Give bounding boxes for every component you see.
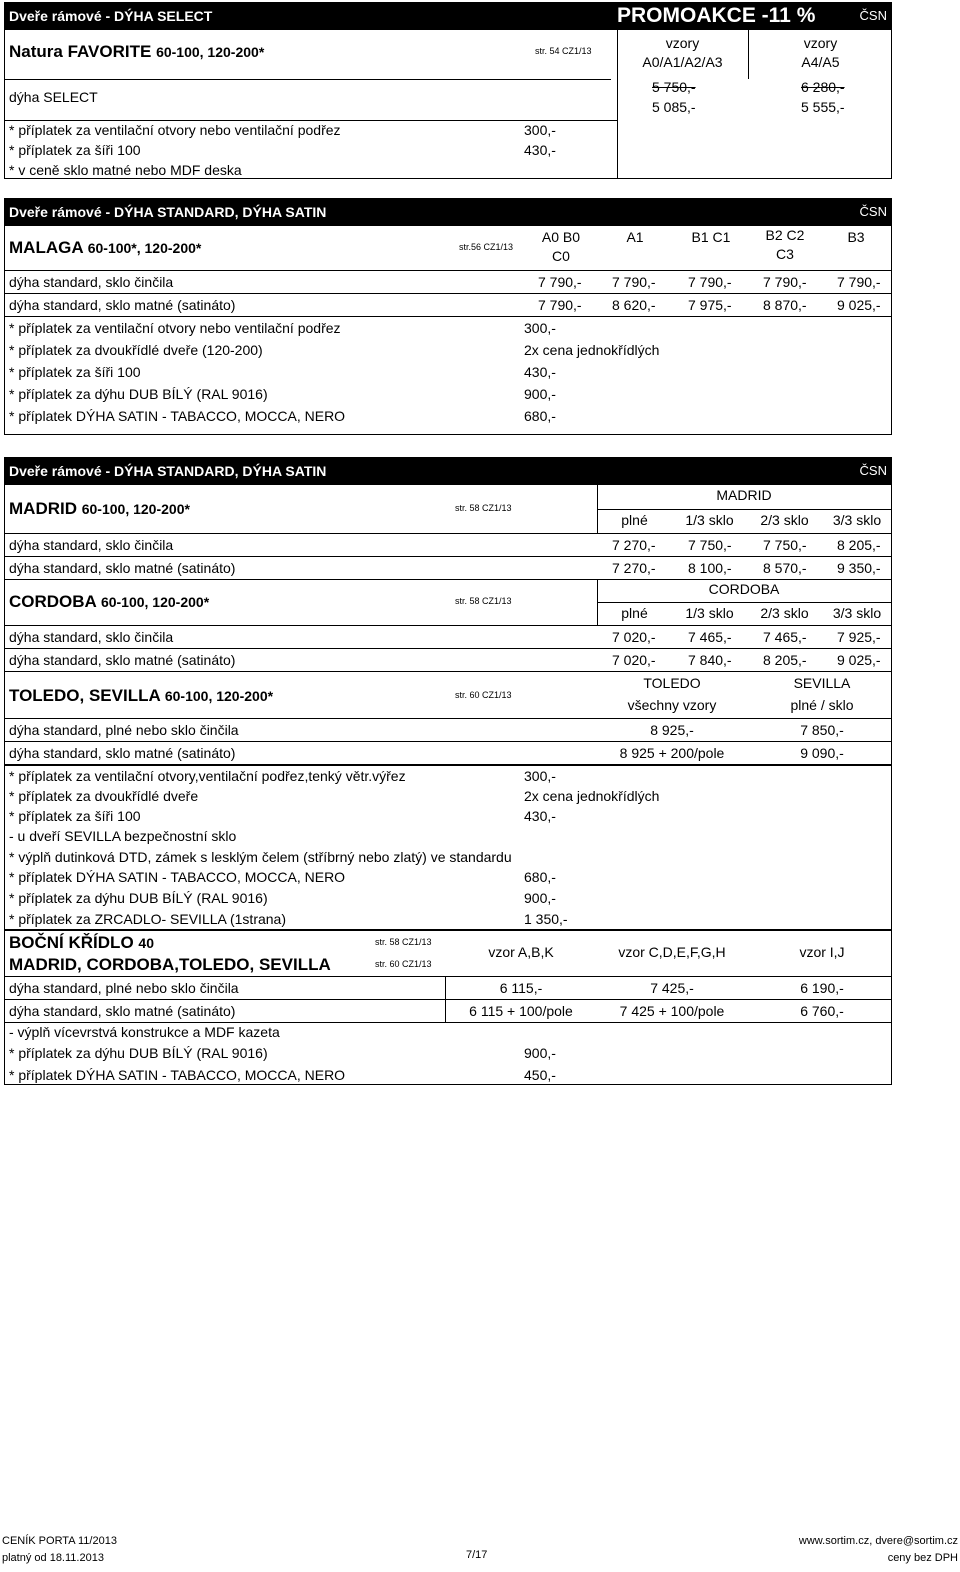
row-label: dýha standard, sklo činčila xyxy=(9,629,174,645)
column-header: vzory A4/A5 xyxy=(801,35,840,70)
note-label: * příplatek za ventilační otvory nebo ventilační podřez xyxy=(9,320,341,336)
price-cell: 7 790,- xyxy=(688,274,732,290)
price-cell: 7 790,- xyxy=(837,274,881,290)
column-header: 1/3 sklo xyxy=(685,605,734,621)
note-label: * příplatek DÝHA SATIN - TABACCO, MOCCA, NERO xyxy=(9,1067,346,1083)
page-number: 7/17 xyxy=(466,1549,488,1561)
column-header: A1 xyxy=(626,229,644,245)
catalog-ref: str. 54 CZ1/13 xyxy=(535,46,592,56)
toledo-column-header-row xyxy=(5,672,891,719)
column-header: TOLEDO všechny vzory xyxy=(627,675,717,713)
old-price: 6 280,- xyxy=(801,79,845,95)
promo-price: 5 555,- xyxy=(801,99,845,115)
column-header: vzor I,J xyxy=(799,944,845,960)
price-cell: 8 205,- xyxy=(837,537,881,553)
column-header: vzor A,B,K xyxy=(488,944,554,960)
price-cell: 8 570,- xyxy=(763,560,807,576)
column-header: B1 C1 xyxy=(691,229,731,245)
footer-valid-from: platný od 18.11.2013 xyxy=(2,1552,104,1564)
price-cell: 7 790,- xyxy=(538,297,582,313)
note-value: 300,- xyxy=(524,768,556,784)
price-row xyxy=(5,977,891,1000)
note-label: * příplatek za ventilační otvory,ventilační podřez,tenký větr.výřez xyxy=(9,768,406,784)
promo-label: PROMOAKCE -11 % xyxy=(617,4,816,27)
note-value: 300,- xyxy=(524,320,556,336)
column-header: vzory A0/A1/A2/A3 xyxy=(642,35,723,70)
section-title: Dveře rámové - DÝHA STANDARD, DÝHA SATIN xyxy=(9,204,327,220)
group-header: CORDOBA xyxy=(708,581,780,597)
column-header: A0 B0 C0 xyxy=(541,229,581,264)
select-section xyxy=(4,2,892,179)
side-panel-header-row xyxy=(5,931,891,977)
row-label: dýha standard, plné nebo sklo činčila xyxy=(9,980,239,996)
madrid-header xyxy=(5,458,891,485)
section-title: Dveře rámové - DÝHA SELECT xyxy=(9,8,213,24)
column-header: vzor C,D,E,F,G,H xyxy=(618,944,726,960)
note-row xyxy=(5,339,891,361)
column-header: B3 xyxy=(847,229,865,245)
column-header: 3/3 sklo xyxy=(832,512,882,528)
price-row xyxy=(5,649,891,672)
column-header: plné xyxy=(621,512,648,528)
row-label: dýha standard, plné nebo sklo činčila xyxy=(9,722,239,738)
note-label: * příplatek za ZRCADLO- SEVILLA (1strana) xyxy=(9,911,286,927)
note-value: 450,- xyxy=(524,1067,556,1083)
price-cell: 7 270,- xyxy=(612,537,656,553)
note-label: * výplň dutinková DTD, zámek s lesklým čelem (stříbrný nebo zlatý) ve standardu xyxy=(9,849,512,865)
note-label: * příplatek za ventilační otvory nebo ventilační podřez xyxy=(9,122,341,138)
price-cell: 7 425 + 100/pole xyxy=(619,1003,725,1019)
note-value: 300,- xyxy=(524,122,556,138)
promo-price: 5 085,- xyxy=(652,99,696,115)
price-cell: 6 115,- xyxy=(499,980,543,996)
catalog-ref: str. 58 CZ1/13 xyxy=(455,596,512,606)
note-label: * příplatek za šíři 100 xyxy=(9,364,141,380)
catalog-ref: str. 58 CZ1/13 xyxy=(375,937,432,947)
column-header: 2/3 sklo xyxy=(760,512,809,528)
column-header: plné xyxy=(621,605,648,621)
note-value: 900,- xyxy=(524,386,556,402)
price-row xyxy=(5,534,891,557)
column-header: 1/3 sklo xyxy=(685,512,734,528)
catalog-ref: str. 60 CZ1/13 xyxy=(375,959,432,969)
price-cell: 7 790,- xyxy=(763,274,807,290)
note-row xyxy=(5,383,891,405)
note-label: * příplatek za dýhu DUB BÍLÝ (RAL 9016) xyxy=(9,890,268,906)
product-title: MALAGA 60-100*, 120-200* xyxy=(9,238,202,257)
price-cell: 8 620,- xyxy=(612,297,656,313)
column-header: B2 C2 C3 xyxy=(765,227,805,262)
price-cell: 9 025,- xyxy=(837,297,881,313)
note-label: - výplň vícevrstvá konstrukce a MDF kazeta xyxy=(9,1024,280,1040)
price-cell: 7 975,- xyxy=(688,297,732,313)
price-cell: 7 750,- xyxy=(688,537,732,553)
catalog-ref: str. 60 CZ1/13 xyxy=(455,690,512,700)
price-cell: 7 425,- xyxy=(650,980,694,996)
csn-label: ČSN xyxy=(859,8,887,23)
price-row xyxy=(5,626,891,649)
notes-list xyxy=(5,766,891,931)
malaga-header xyxy=(5,199,891,226)
price-cell: 9 090,- xyxy=(800,745,844,761)
price-cell: 7 465,- xyxy=(763,629,807,645)
row-label: dýha standard, sklo činčila xyxy=(9,537,174,553)
note-value: 900,- xyxy=(524,1045,556,1061)
catalog-ref: str.56 CZ1/13 xyxy=(459,242,514,252)
note-value: 430,- xyxy=(524,364,556,380)
column-header: SEVILLA plné / sklo xyxy=(790,675,854,713)
price-row xyxy=(5,719,891,742)
product-title: BOČNÍ KŘÍDLO 40 xyxy=(9,933,154,952)
note-value: 430,- xyxy=(524,808,556,824)
price-cell: 6 115 + 100/pole xyxy=(469,1003,573,1019)
madrid-section xyxy=(4,457,892,1085)
price-cell: 6 190,- xyxy=(800,980,844,996)
row-label: dýha standard, sklo matné (satináto) xyxy=(9,297,236,313)
price-cell: 7 465,- xyxy=(688,629,732,645)
product-title: MADRID, CORDOBA,TOLEDO, SEVILLA xyxy=(9,955,331,974)
price-cell: 7 790,- xyxy=(612,274,656,290)
csn-label: ČSN xyxy=(859,204,887,219)
note-row xyxy=(5,361,891,383)
old-price: 5 750,- xyxy=(652,79,696,95)
note-label: * v ceně sklo matné nebo MDF deska xyxy=(9,162,242,178)
product-title: TOLEDO, SEVILLA 60-100, 120-200* xyxy=(9,686,274,705)
madrid-column-header-row xyxy=(5,485,891,534)
note-label: * příplatek za dýhu DUB BÍLÝ (RAL 9016) xyxy=(9,386,268,402)
price-row xyxy=(5,1000,891,1023)
price-cell: 8 925,- xyxy=(650,722,694,738)
price-row xyxy=(5,557,891,580)
select-header xyxy=(5,3,891,30)
product-title: CORDOBA 60-100, 120-200* xyxy=(9,592,210,611)
row-label: dýha SELECT xyxy=(9,89,98,105)
note-value: 680,- xyxy=(524,408,556,424)
price-row xyxy=(5,271,891,294)
product-title: MADRID 60-100, 120-200* xyxy=(9,499,190,518)
note-value: 1 350,- xyxy=(524,911,568,927)
note-row xyxy=(5,317,891,339)
note-label: * příplatek za šíři 100 xyxy=(9,142,141,158)
price-cell: 8 205,- xyxy=(763,652,807,668)
row-label: dýha standard, sklo matné (satináto) xyxy=(9,745,236,761)
note-label: * příplatek za dvoukřídlé dveře xyxy=(9,788,199,804)
row-label: dýha standard, sklo matné (satináto) xyxy=(9,1003,236,1019)
row-label: dýha standard, sklo matné (satináto) xyxy=(9,652,236,668)
note-value: 430,- xyxy=(524,142,556,158)
price-cell: 7 750,- xyxy=(763,537,807,553)
note-label: * příplatek za šíři 100 xyxy=(9,808,141,824)
catalog-ref: str. 58 CZ1/13 xyxy=(455,503,512,513)
note-label: * příplatek DÝHA SATIN - TABACCO, MOCCA, NERO xyxy=(9,869,346,885)
csn-label: ČSN xyxy=(859,463,887,478)
price-cell: 7 925,- xyxy=(837,629,881,645)
row-label: dýha standard, sklo matné (satináto) xyxy=(9,560,236,576)
column-header: 2/3 sklo xyxy=(760,605,809,621)
note-value: 680,- xyxy=(524,869,556,885)
price-row xyxy=(5,742,891,766)
price-cell: 9 350,- xyxy=(837,560,881,576)
malaga-column-header-row xyxy=(5,226,891,271)
cordoba-column-header-row xyxy=(5,580,891,626)
price-cell: 7 270,- xyxy=(612,560,656,576)
note-label: * příplatek DÝHA SATIN - TABACCO, MOCCA, NERO xyxy=(9,408,346,424)
price-cell: 8 870,- xyxy=(763,297,807,313)
row-label: dýha standard, sklo činčila xyxy=(9,274,174,290)
note-value: 900,- xyxy=(524,890,556,906)
note-label: * příplatek za dvoukřídlé dveře (120-200) xyxy=(9,342,263,358)
footer-contact: www.sortim.cz, dvere@sortim.cz xyxy=(798,1535,958,1547)
price-cell: 7 790,- xyxy=(538,274,582,290)
note-value: 2x cena jednokřídlých xyxy=(524,788,660,804)
price-cell: 9 025,- xyxy=(837,652,881,668)
price-cell: 6 760,- xyxy=(800,1003,844,1019)
price-cell: 7 850,- xyxy=(800,722,844,738)
note-label: - u dveří SEVILLA bezpečnostní sklo xyxy=(9,828,237,844)
footer-pricelist: CENÍK PORTA 11/2013 xyxy=(2,1535,117,1547)
malaga-section xyxy=(4,198,892,435)
price-cell: 8 925 + 200/pole xyxy=(619,745,725,761)
product-title: Natura FAVORITE 60-100, 120-200* xyxy=(9,42,265,61)
price-row xyxy=(5,294,891,317)
note-value: 2x cena jednokřídlých xyxy=(524,342,660,358)
side-notes-list xyxy=(5,1023,891,1085)
price-cell: 8 100,- xyxy=(688,560,732,576)
price-cell: 7 840,- xyxy=(688,652,732,668)
group-header: MADRID xyxy=(716,487,772,503)
note-label: * příplatek za dýhu DUB BÍLÝ (RAL 9016) xyxy=(9,1045,268,1061)
footer-vat-note: ceny bez DPH xyxy=(887,1552,958,1564)
note-row xyxy=(5,405,891,427)
column-header: 3/3 sklo xyxy=(832,605,882,621)
price-cell: 7 020,- xyxy=(612,629,656,645)
section-title: Dveře rámové - DÝHA STANDARD, DÝHA SATIN xyxy=(9,463,327,479)
price-cell: 7 020,- xyxy=(612,652,656,668)
